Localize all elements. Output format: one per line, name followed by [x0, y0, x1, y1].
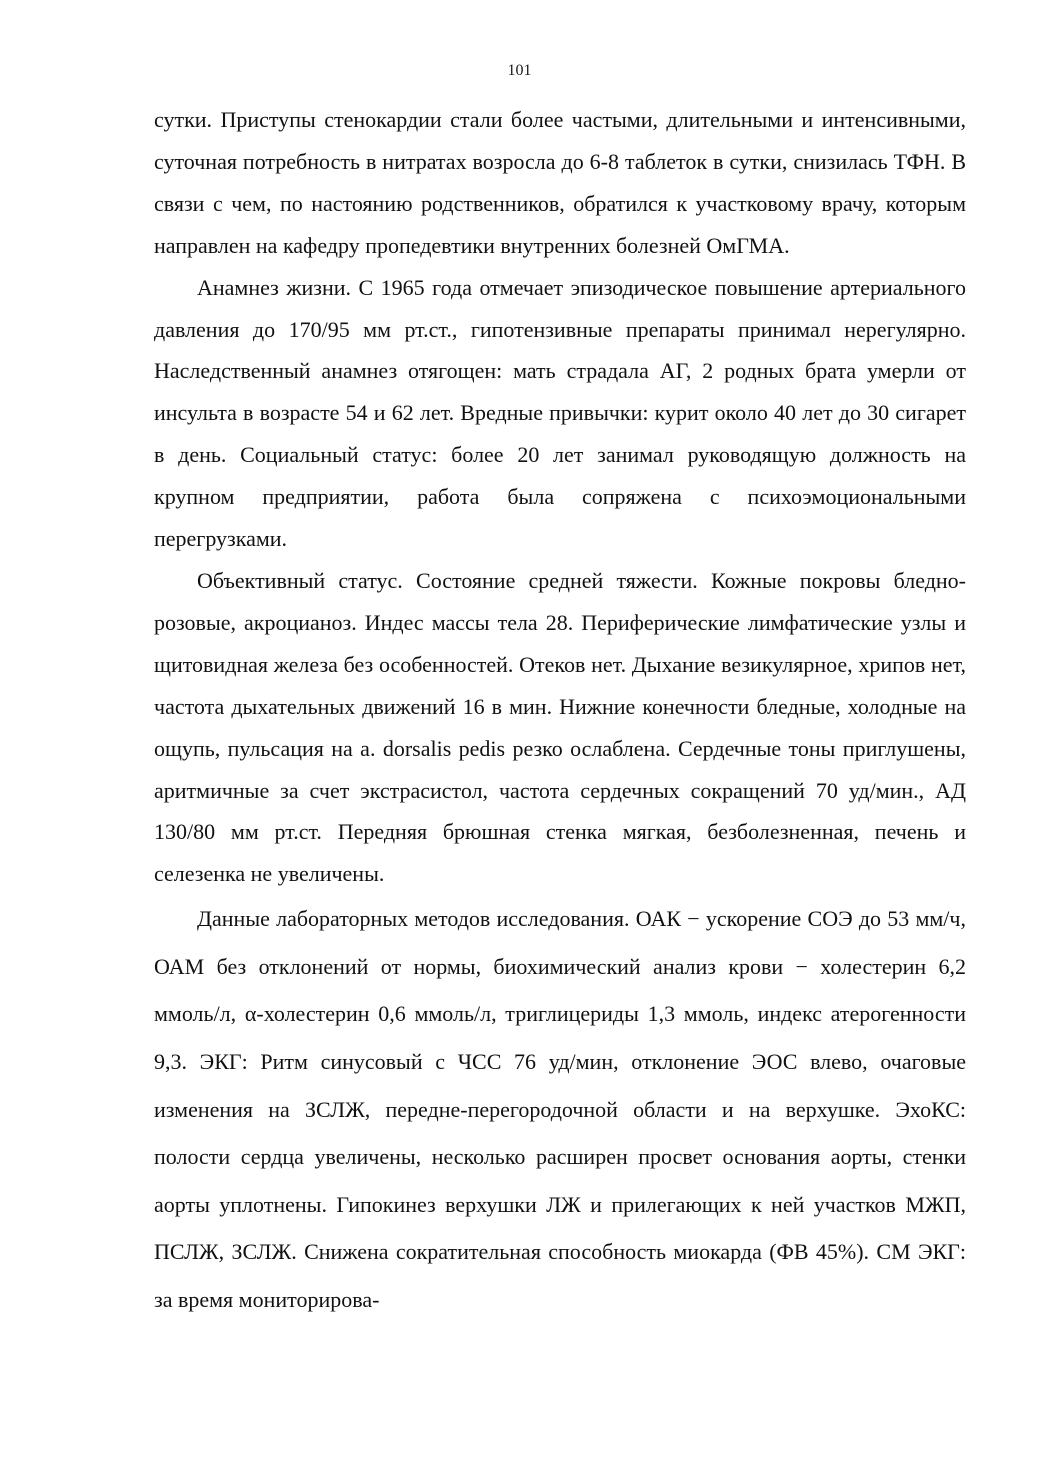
- paragraph-objective-status: Объективный статус. Состояние средней тяжести. Кожные покровы бледно-розовые, акроцианоз. Индес массы тела 28. Периферические лимфатические узлы и щитовидная железа без особенностей. Отеков нет. Дыхание везикулярное, хрипов нет, частота дыхательных движений 16 в мин. Нижние конечности бледные, холодные на ощупь, пульсация на a. dorsalis pedis резко ослаблена. Сердечные тоны приглушены, аритмичные за счет экстрасистол, частота сердечных сокращений 70 уд/мин., АД 130/80 мм рт.ст. Передняя брюшная стенка мягкая, безболезненная, печень и селезенка не увеличены.: [154, 567, 966, 887]
- body-text: [154, 99, 966, 1324]
- paragraph-life-history: Анамнез жизни. С 1965 года отмечает эпизодическое повышение артериального давления до 170/95 мм рт.ст., гипотензивные препараты принимал нерегулярно. Наследственный анамнез отягощен: мать страдала АГ, 2 родных брата умерли от инсульта в возрасте 54 и 62 лет. Вредные привычки: курит около 40 лет до 30 сигарет в день. Социальный статус: более 20 лет занимал руководящую должность на крупном предприятии, работа была сопряжена с психоэмоциональными перегрузками.: [154, 274, 966, 552]
- page-number: 101: [507, 62, 532, 79]
- paragraph-lab-data: Данные лабораторных методов исследования. ОАК − ускорение СОЭ до 53 мм/ч, ОАМ без отклонений от нормы, биохимический анализ крови − холестерин 6,2 ммоль/л, α-холестерин 0,6 ммоль/л, триглицериды 1,3 ммоль, индекс атерогенности 9,3. ЭКГ: Ритм синусовый с ЧСС 76 уд/мин, отклонение ЭОС влево, очаговые изменения на ЗСЛЖ, передне-перегородочной области и на верхушке. ЭхоКС: полости сердца увеличены, несколько расширен просвет основания аорты, стенки аорты уплотнены. Гипокинез верхушки ЛЖ и прилегающих к ней участков МЖП, ПСЛЖ, ЗСЛЖ. Снижена сократительная способность миокарда (ФВ 45%). СМ ЭКГ: за время мониторирова-: [154, 906, 966, 1312]
- paragraph-continuation: сутки. Приступы стенокардии стали более частыми, длительными и интенсивными, суточная потребность в нитратах возросла до 6-8 таблеток в сутки, снизилась ТФН. В связи с чем, по настоянию родственников, обратился к участковому врачу, которым направлен на кафедру пропедевтики внутренних болезней ОмГМА.: [154, 107, 966, 258]
